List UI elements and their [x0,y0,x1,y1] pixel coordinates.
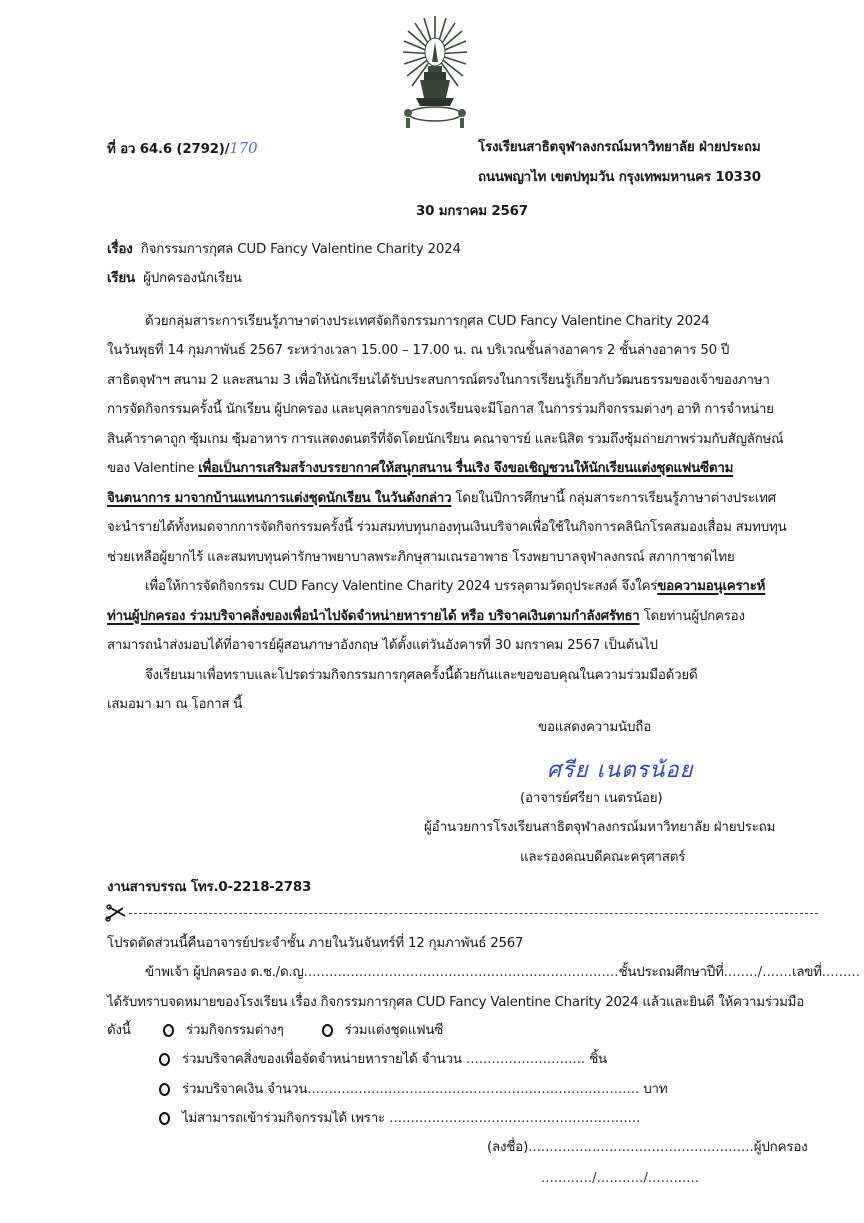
reason-field[interactable]: ........................................................... [384,1111,641,1126]
radio-circle-icon[interactable] [163,1024,174,1037]
option-donate-items[interactable] [107,1051,818,1069]
reply-date-field[interactable]: ............/.........../............ [541,1171,700,1186]
cut-line [105,902,818,920]
as-follows-label: ดังนี้ [107,1023,131,1038]
body-text: เพื่อให้การจัดกิจกรรม CUD Fancy Valentine Charity 2024 บรรลุตามวัตถุประสงค์ จึงใคร่ [145,579,658,594]
emphasis-text: จินตนาการ มาจากบ้านแทนการแต่งชุดนักเรียน ในวันดังกล่าว [107,491,452,506]
reference-number-handwritten: 170 [229,139,258,157]
radio-circle-icon[interactable] [159,1053,170,1066]
school-address: ถนนพญาไท เขตปทุมวัน กรุงเทพมหานคร 10330 [478,170,761,185]
signer-title-secondary: และรองคณบดีคณะครุศาสตร์ [520,850,686,865]
signer-name: (อาจารย์ศรียา เนตรน้อย) [520,791,663,806]
document-reference [107,139,257,159]
reply-ack-line: ได้รับทราบจดหมายของโรงเรียน เรื่อง กิจกรรมการกุศล CUD Fancy Valentine Charity 2024 แล้วและยินดี ให้ความร่วมมือ [107,995,805,1010]
handwritten-signature: ศรีย เนตรน้อย [547,758,694,783]
closing-regards: ขอแสดงความนับถือ [538,720,652,735]
body-p1-line: จะนำรายได้ทั้งหมดจากการจัดกิจกรรมครั้งนี้ ร่วมสมทบทุนกองทุนเงินบริจาคเพื่อใช้ในกิจการคลินิกโรคสมองเสื่อม สมทบทุน [107,520,787,535]
body-text: ของ Valentine [107,461,199,476]
body-p1-line: สินค้าราคาถูก ซุ้มเกม ซุ้มอาหาร การแสดงดนตรีที่จัดโดยนักเรียน คณาจารย์ และนิสิต รวมถึงซุ้มถ่ายภาพร่วมกับสัญลักษณ์ [107,432,784,447]
option-label: ร่วมบริจาคสิ่งของเพื่อจัดจำหน่ายหารายได้ จำนวน [182,1052,462,1067]
body-p1-line: ช่วยเหลือผู้ยากไร้ และสมทบทุนค่ารักษาพยาบาลพระภิกษุสามเณรอาพาธ โรงพยาบาลจุฬาลงกรณ์ สภากาชาดไทย [107,550,735,565]
student-number-field[interactable]: ......... [821,965,861,980]
body-p1-line: การจัดกิจกรรมครั้งนี้ นักเรียน ผู้ปกครอง และบุคลากรของโรงเรียนจะมีโอกาส ในการร่วมกิจกรรมต่างๆ อาทิ การจำหน่าย [107,402,774,417]
option-fancy-dress[interactable] [322,1023,444,1038]
reply-options-row [107,1022,818,1040]
body-text: โดยท่านผู้ปกครอง [639,609,745,624]
reply-student-line [107,964,861,982]
option-donate-money[interactable] [107,1081,818,1099]
signer-title: ผู้อำนวยการโรงเรียนสาธิตจุฬาลงกรณ์มหาวิทยาลัย ฝ่ายประถม [424,820,776,835]
recipient-value: ผู้ปกครองนักเรียน [143,271,242,286]
option-label: ร่วมกิจกรรมต่างๆ [186,1023,284,1038]
parent-signature-line [487,1139,808,1157]
body-p1-line: ด้วยกลุ่มสาระการเรียนรู้ภาษาต่างประเทศจัดกิจกรรมการกุศล CUD Fancy Valentine Charity 2024 [145,314,710,329]
option-label: ร่วมแต่งชุดแฟนซี [344,1023,444,1038]
document-date: 30 มกราคม 2567 [416,204,528,219]
contact-info: งานสารบรรณ โทร.0-2218-2783 [107,880,312,895]
student-name-field[interactable]: .......................................................................... [303,965,619,980]
body-p3-line: เสมอมา มา ณ โอกาส นี้ [107,697,243,712]
option-join-activities[interactable] [163,1023,284,1038]
sign-role: ผู้ปกครอง [753,1140,808,1155]
grade-field[interactable]: ......../....... [723,965,792,980]
grade-label: ชั้นประถมศึกษาปีที่ [618,965,724,980]
option-label: ไม่สามารถเข้าร่วมกิจกรรมได้ เพราะ [182,1111,385,1126]
school-name: โรงเรียนสาธิตจุฬาลงกรณ์มหาวิทยาลัย ฝ่ายประถม [478,140,761,155]
recipient-label: เรียน [107,271,135,286]
sign-label: (ลงชื่อ) [487,1140,529,1155]
currency-label: บาท [639,1082,668,1097]
recipient-line [107,270,242,288]
body-p1-line: ในวันพุธที่ 14 กุมภาพันธ์ 2567 ระหว่างเวลา 15.00 – 17.00 น. ณ บริเวณชั้นล่างอาคาร 2 ชั้นล่างอาคาร 50 ปี [107,343,730,358]
scissors-icon [105,904,127,922]
item-count-field[interactable]: ............................ [461,1052,586,1067]
body-p1-line [107,460,818,478]
option-cannot-join[interactable] [107,1110,818,1128]
radio-circle-icon[interactable] [159,1112,170,1125]
radio-circle-icon[interactable] [322,1024,333,1037]
subject-line [107,241,461,259]
reference-label: ที่ อว 64.6 (2792)/ [107,142,230,157]
emphasis-text: ขอความอนุเคราะห์ [657,579,766,594]
parent-signature-field[interactable]: ..................................................... [528,1140,754,1155]
student-label: ข้าพเจ้า ผู้ปกครอง ด.ช./ด.ญ [145,965,304,980]
unit-label: ชิ้น [585,1052,607,1067]
body-p2-line [107,578,818,596]
subject-label: เรื่อง [107,242,133,257]
body-text: โดยในปีการศึกษานี้ กลุ่มสาระการเรียนรู้ภาษาต่างประเทศ [451,491,776,506]
subject-value: กิจกรรมการกุศล CUD Fancy Valentine Charity 2024 [140,242,461,257]
emphasis-text: เพื่อเป็นการเสริมสร้างบรรยากาศให้สนุกสนาน รื่นเริง จึงขอเชิญชวนให้นักเรียนแต่งชุดแฟนซีตาม [198,461,734,476]
emphasis-text: ท่านผู้ปกครอง ร่วมบริจาคสิ่งของเพื่อนำไปจัดจำหน่ายหารายได้ หรือ บริจาคเงินตามกำลังศรัทธา [107,609,640,624]
number-label: เลขที่ [792,965,822,980]
body-p1-line: สาธิตจุฬาฯ สนาม 2 และสนาม 3 เพื่อให้นักเรียนได้รับประสบการณ์ตรงในการเรียนรู้เกี่ยวกับวัฒนธรรมของเจ้าของภาษา [107,373,770,388]
amount-field[interactable]: .............................................................................. [307,1082,640,1097]
body-p2-line [107,608,818,626]
body-p2-line: สามารถนำส่งมอบได้ที่อาจารย์ผู้สอนภาษาอังกฤษ ได้ตั้งแต่วันอังคารที่ 30 มกราคม 2567 เป็นต้นไป [107,638,658,653]
option-label: ร่วมบริจาคเงิน จำนวน [182,1082,308,1097]
reply-instruction: โปรดตัดส่วนนี้คืนอาจารย์ประจำชั้น ภายในวันจันทร์ที่ 12 กุมภาพันธ์ 2567 [107,936,524,951]
chulalongkorn-emblem-icon [402,14,468,132]
body-p3-line: จึงเรียนมาเพื่อทราบและโปรดร่วมกิจกรรมการกุศลครั้งนี้ด้วยกันและขอขอบคุณในความร่วมมือด้วยดี [145,668,698,683]
cut-dashed-line [129,913,818,914]
radio-circle-icon[interactable] [159,1083,170,1096]
body-p1-line [107,490,818,508]
